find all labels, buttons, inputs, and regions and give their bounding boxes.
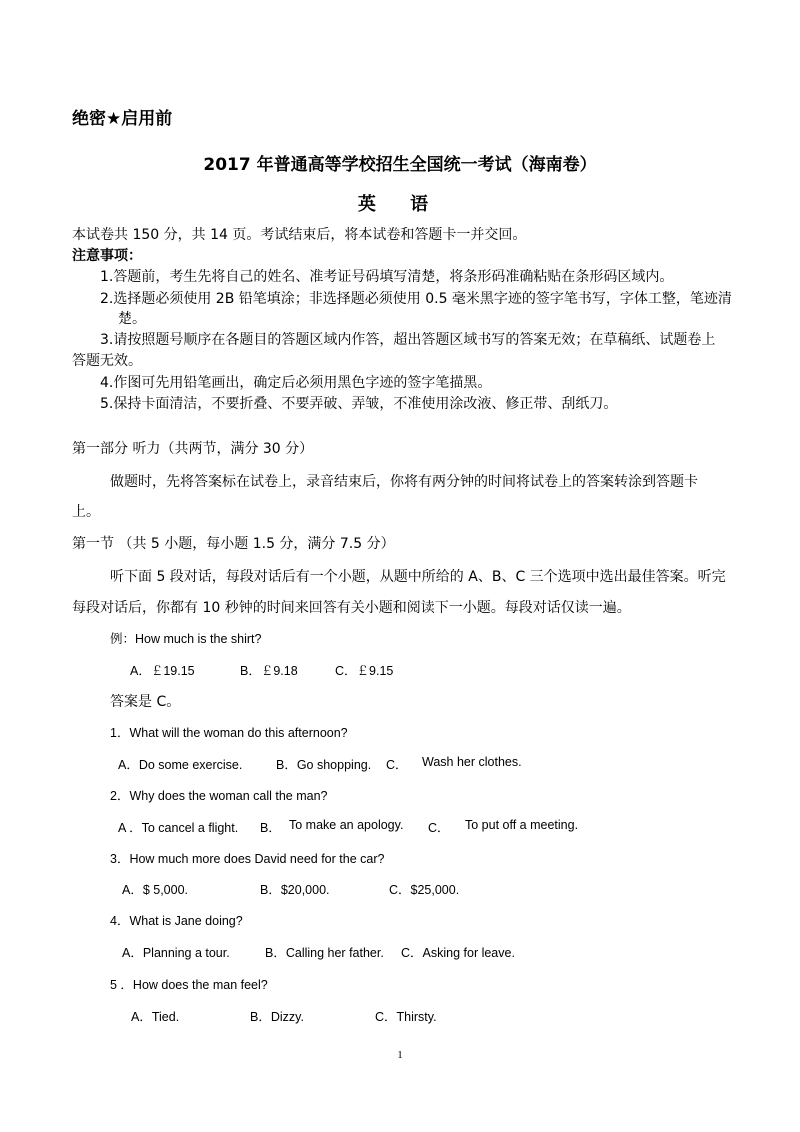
- q2-option-b-label: B．: [260, 821, 281, 835]
- section1-heading: 第一节 （共 5 小题，每小题 1.5 分，满分 7.5 分）: [72, 536, 395, 552]
- note-item: 3.请按照题号顺序在各题目的答题区域内作答，超出答题区域书写的答案无效；在草稿纸、试题卷上: [100, 332, 716, 348]
- q2-option-a: A ．To cancel a flight.: [118, 821, 239, 835]
- question-1: 1．What will the woman do this afternoon?: [110, 726, 348, 740]
- q1-option-c-label: C．: [386, 758, 408, 772]
- intro-summary: 本试卷共 150 分，共 14 页。考试结束后，将本试卷和答题卡一并交回。: [72, 227, 527, 243]
- q2-option-c: To put off a meeting.: [465, 818, 579, 832]
- example-option-a: A．￡19.15: [130, 664, 195, 678]
- q5-option-c: C．Thirsty.: [375, 1010, 437, 1024]
- q4-option-b: B．Calling her father.: [265, 946, 384, 960]
- note-item: 4.作图可先用铅笔画出，确定后必须用黑色字迹的签字笔描黑。: [100, 375, 492, 391]
- section1-instruction-cont: 每段对话后，你都有 10 秒钟的时间来回答有关小题和阅读下一小题。每段对话仅读一遍。: [72, 600, 631, 616]
- note-item: 2.选择题必须使用 2B 铅笔填涂；非选择题必须使用 0.5 毫米黑字迹的签字笔书写，字体工整，笔迹清: [100, 291, 732, 307]
- example-option-c: C．￡9.15: [335, 664, 394, 678]
- q1-option-b: B．Go shopping.: [276, 758, 372, 772]
- example-answer: 答案是 C。: [110, 694, 181, 710]
- part1-instruction: 做题时，先将答案标在试卷上，录音结束后，你将有两分钟的时间将试卷上的答案转涂到答题卡: [110, 474, 698, 490]
- q5-option-b: B．Dizzy.: [250, 1010, 304, 1024]
- notes-heading: 注意事项：: [72, 248, 142, 264]
- subject-title: 英 语: [357, 194, 443, 215]
- q2-option-c-label: C．: [428, 821, 450, 835]
- note-item: 5.保持卡面清洁，不要折叠、不要弄破、弄皱，不准使用涂改液、修正带、刮纸刀。: [100, 396, 618, 412]
- note-item: 楚。: [118, 311, 146, 327]
- example-option-b: B．￡9.18: [240, 664, 298, 678]
- section1-instruction: 听下面 5 段对话，每段对话后有一个小题，从题中所给的 A、B、C 三个选项中选出最佳答案。听完: [110, 569, 726, 585]
- page-number: 1: [397, 1049, 403, 1061]
- question-3: 3．How much more does David need for the car?: [110, 852, 385, 866]
- part1-instruction-cont: 上。: [72, 504, 100, 520]
- question-5: 5 ．How does the man feel?: [110, 978, 268, 992]
- q1-option-a: A．Do some exercise.: [118, 758, 243, 772]
- q1-option-c: Wash her clothes.: [422, 755, 522, 769]
- q4-option-a: A．Planning a tour.: [122, 946, 230, 960]
- part1-heading: 第一部分 听力（共两节，满分 30 分）: [72, 441, 314, 457]
- q3-option-a: A．$ 5,000.: [122, 883, 189, 897]
- q4-option-c: C．Asking for leave.: [401, 946, 515, 960]
- secret-label: 绝密★启用前: [72, 109, 173, 129]
- question-4: 4．What is Jane doing?: [110, 914, 243, 928]
- question-2: 2．Why does the woman call the man?: [110, 789, 328, 803]
- q2-option-b: To make an apology.: [289, 818, 404, 832]
- exam-title: 2017 年普通高等学校招生全国统一考试（海南卷）: [203, 155, 597, 175]
- note-item: 答题无效。: [72, 353, 142, 369]
- q5-option-a: A．Tied.: [131, 1010, 180, 1024]
- example-question: 例：How much is the shirt?: [110, 632, 262, 646]
- q3-option-c: C．$25,000.: [389, 883, 460, 897]
- q3-option-b: B．$20,000.: [260, 883, 330, 897]
- note-item: 1.答题前，考生先将自己的姓名、准考证号码填写清楚，将条形码准确粘贴在条形码区域内。: [100, 269, 674, 285]
